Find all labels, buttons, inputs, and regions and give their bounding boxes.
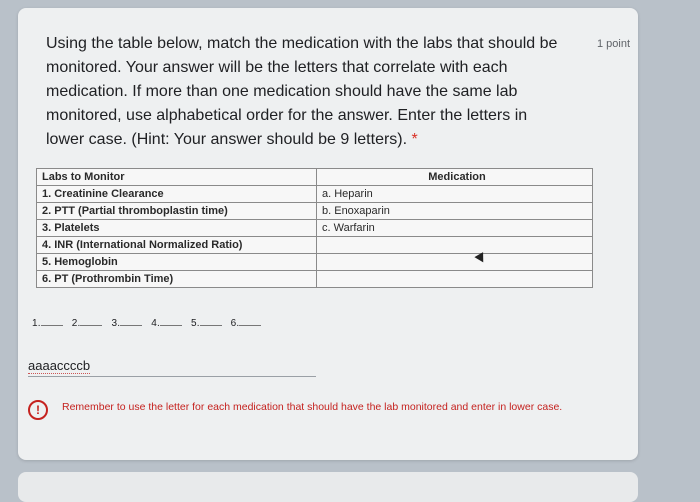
required-marker: * (411, 131, 418, 148)
empty-cell (317, 254, 593, 271)
lab-item: 6. PT (Prothrombin Time) (37, 271, 317, 288)
error-message: Remember to use the letter for each medication that should have the lab monitored and enter in lower case. (62, 401, 563, 413)
lab-item: 5. Hemoglobin (37, 254, 317, 271)
answer-input[interactable] (28, 358, 316, 377)
question-text: Using the table below, match the medication with the labs that should be monitored. Your answer will be the letters that correlate with each medication. If more than one medication should have the same lab monitored, use alphabetical order for the answer. Enter the letters in lower case. (Hint: Your answer should be 9 letters). * (46, 35, 558, 148)
next-question-card (18, 472, 638, 502)
labs-header: Labs to Monitor (37, 169, 317, 186)
lab-item: 1. Creatinine Clearance (37, 186, 317, 203)
medication-item: b. Enoxaparin (317, 203, 593, 220)
empty-cell (317, 271, 593, 288)
points-label: 1 point (596, 38, 630, 50)
answer-text: aaaaccccb (28, 358, 91, 373)
answer-template: 1. 2. 3. 4. 5. 6. (32, 318, 267, 329)
empty-cell (317, 237, 593, 254)
lab-item: 2. PTT (Partial thromboplastin time) (37, 203, 317, 220)
labs-medication-table (36, 168, 593, 288)
medication-item: c. Warfarin (317, 220, 593, 237)
medication-item: a. Heparin (317, 186, 593, 203)
lab-item: 3. Platelets (37, 220, 317, 237)
lab-item: 4. INR (International Normalized Ratio) (37, 237, 317, 254)
error-icon: ! (28, 400, 48, 420)
medication-header: Medication (317, 169, 593, 186)
